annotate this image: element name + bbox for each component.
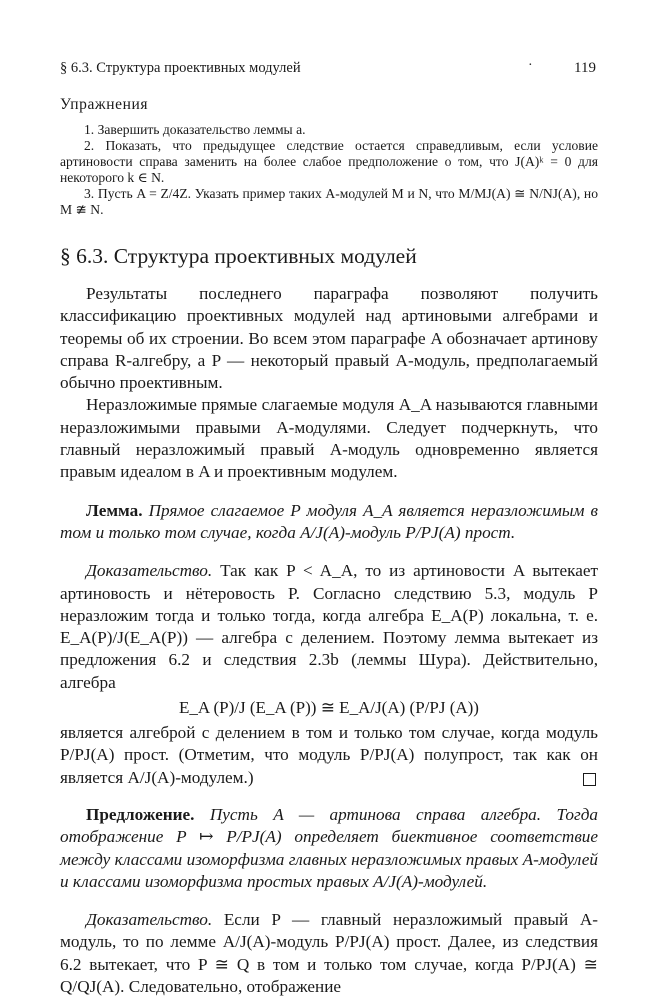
proof-proposition [60,909,598,998]
page-number: 119 [574,60,596,76]
paragraph-definition: Неразложимые прямые слагаемые модуля A_A называются главными неразложимыми правыми A-модулями. Следует подчеркнуть, что главный неразложимый правый A-модуль одновременно является правым идеалом в A и проективным модулем. [60,395,598,482]
exercise-item-2: 2. Показать, что предыдущее следствие остается справедливым, если условие артиновости справа заменить на более слабое предположение о том, что J(A)ᵏ = 0 для некоторого k ∈ N. [60,138,598,185]
lemma-label: Лемма. [86,500,143,520]
proof-lemma-label: Доказательство. [86,561,213,581]
proof-proposition-text: Если P — главный неразложимый правый A-модуль, то по лемме A/J(A)-модуль P/PJ(A) прост. Далее, из следствия 6.2 вытекает, что P ≅ Q в том и только том случае, когда P/PJ(A) ≅ Q/QJ(A). Следовательно, отображение [60,910,598,997]
exercises-block [60,96,598,218]
proof-lemma-after: является алгеброй с делением в том и только том случае, когда модуль P/PJ(A) прост. (Отметим, что модуль P/PJ(A) полупрост, так как он является A/J(A)-модулем.) [60,723,598,787]
lemma-text: Прямое слагаемое P модуля A_A является неразложимым в том и только том случае, когда A/J(A)-модуль P/PJ(A) прост. [60,500,598,542]
exercise-item-3: 3. Пусть A = Z/4Z. Указать пример таких A-модулей M и N, что M/MJ(A) ≅ N/NJ(A), но M ≇ N. [60,186,598,217]
paragraph-intro: Результаты последнего параграфа позволяют получить классификацию проективных модулей над артиновыми алгебрами и теоремы об их строении. Во всем этом параграфе A обозначает артинову справа R-алгебру, а P — некоторый правый A-модуль, предполагаемый обычно проективным. [60,284,598,393]
running-head [60,60,598,82]
proposition-label: Предложение. [86,804,195,824]
proof-lemma [60,560,598,694]
main-text [60,283,598,998]
proposition-text: Пусть A — артинова справа алгебра. Тогда отображение P ↦ P/PJ(A) определяет биективное соответствие между классами изоморфизма главных неразложимых правых A-модулей и классами изоморфизма простых правых A/J(A)-модулей. [60,804,599,891]
qed-symbol [583,773,596,786]
exercise-item-1: 1. Завершить доказательство леммы a. [84,122,306,137]
display-formula: E_A (P)/J (E_A (P)) ≅ E_A/J(A) (P/PJ (A)) [179,698,479,718]
proof-lemma-conclusion [60,722,598,789]
header-dot: · [528,58,533,73]
running-title: § 6.3. Структура проективных модулей [60,60,301,76]
proof-lemma-text: Так как P < A_A, то из артиновости A вытекает артиновость и нётеровость P. Согласно следствию 5.3, модуль P неразложим тогда и только тогда, когда алгебра E_A(P) локальна, т. е. E_A(P)/J(E_A(P)) — алгебра с делением. Поэтому лемма вытекает из предложения 6.2 и следствия 2.3b (леммы Шура). Действительно, алгебра [60,561,599,692]
section-title: § 6.3. Структура проективных модулей [60,244,417,268]
lemma [60,500,598,545]
proposition [60,804,598,893]
proof-proposition-label: Доказательство. [86,910,213,930]
exercises-heading: Упражнения [60,96,149,113]
